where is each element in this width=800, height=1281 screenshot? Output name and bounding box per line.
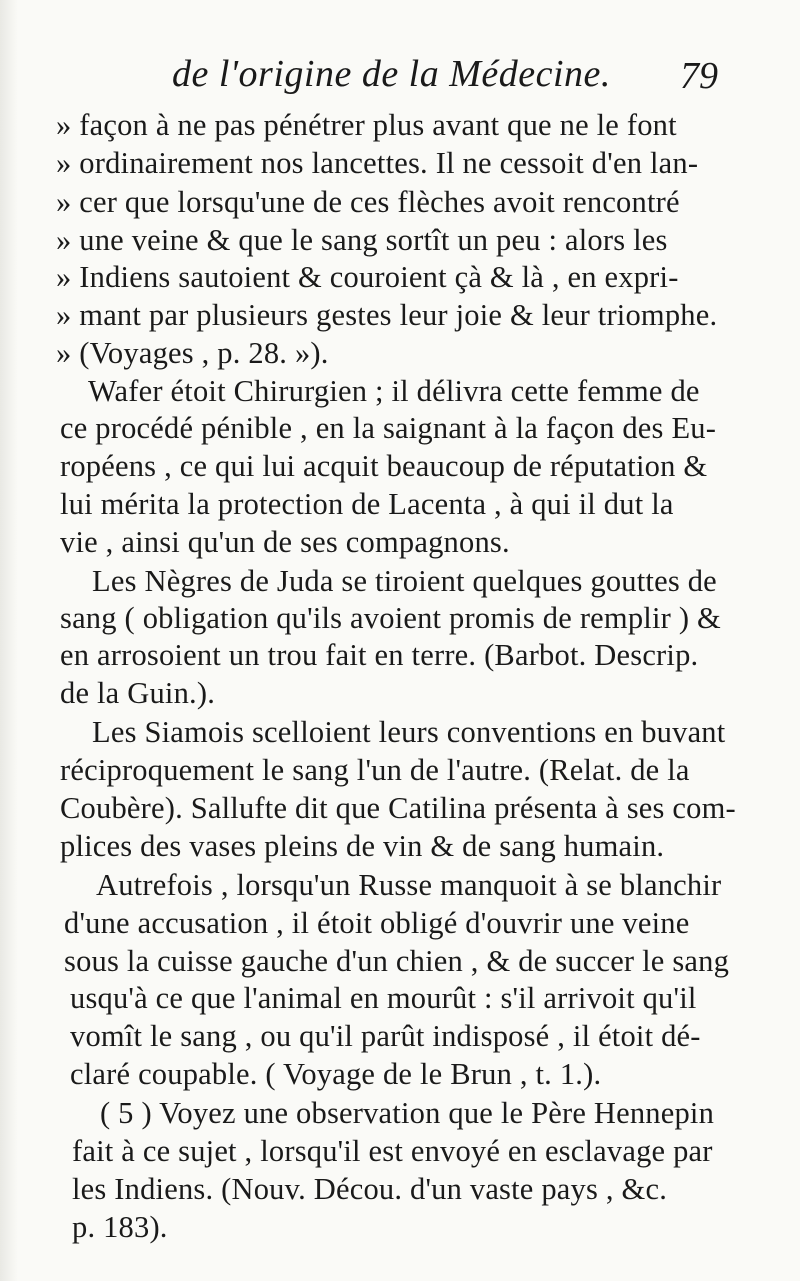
text-line: Les Siamois scelloient leurs conventions en buvant — [92, 715, 726, 749]
text-line: vomît le sang , ou qu'il parût indisposé , il étoit dé- — [70, 1019, 701, 1053]
text-line: vie , ainsi qu'un de ses compagnons. — [60, 525, 510, 559]
text-line: » une veine & que le sang sortît un peu : alors les — [56, 223, 668, 257]
text-line: » façon à ne pas pénétrer plus avant que ne le font — [56, 108, 677, 142]
text-line: plices des vases pleins de vin & de sang humain. — [60, 829, 665, 863]
text-line: réciproquement le sang l'un de l'autre. (Relat. de la — [60, 753, 690, 787]
text-line: » mant par plusieurs gestes leur joie & leur triomphe. — [56, 298, 718, 332]
text-line: » cer que lorsqu'une de ces flèches avoit rencontré — [56, 185, 680, 219]
text-line: ce procédé pénible , en la saignant à la façon des Eu- — [60, 411, 717, 445]
footnote-line: fait à ce sujet , lorsqu'il est envoyé en esclavage par — [72, 1134, 713, 1168]
running-title: de l'origine de la Médecine. — [172, 53, 611, 95]
text-line: usqu'à ce que l'animal en mourût : s'il arrivoit qu'il — [70, 981, 697, 1015]
page-gutter-shadow — [0, 0, 18, 1281]
text-line: ropéens , ce qui lui acquit beaucoup de réputation & — [60, 449, 708, 483]
text-line: Autrefois , lorsqu'un Russe manquoit à se blanchir — [96, 868, 722, 902]
text-line: lui mérita la protection de Lacenta , à qui il dut la — [60, 487, 674, 521]
text-line: sous la cuisse gauche d'un chien , & de succer le sang — [64, 944, 730, 978]
footnote-line: les Indiens. (Nouv. Décou. d'un vaste pays , &c. — [72, 1172, 668, 1206]
text-line: Les Nègres de Juda se tiroient quelques gouttes de — [92, 564, 717, 598]
text-line: en arrosoient un trou fait en terre. (Barbot. Descrip. — [60, 638, 699, 672]
text-line: » ordinairement nos lancettes. Il ne cessoit d'en lan- — [56, 146, 699, 180]
text-line: » (Voyages , p. 28. »). — [56, 336, 329, 370]
footnote-line: p. 183). — [72, 1210, 168, 1244]
text-line: Wafer étoit Chirurgien ; il délivra cette femme de — [88, 374, 700, 408]
text-line: » Indiens sautoient & couroient çà & là , en expri- — [56, 260, 679, 294]
page-header — [0, 52, 800, 104]
text-line: claré coupable. ( Voyage de le Brun , t. 1.). — [70, 1057, 602, 1091]
text-line: d'une accusation , il étoit obligé d'ouvrir une veine — [64, 906, 690, 940]
footnote-line: ( 5 ) Voyez une observation que le Père Hennepin — [100, 1096, 715, 1130]
text-line: sang ( obligation qu'ils avoient promis de remplir ) & — [60, 601, 721, 635]
text-line: de la Guin.). — [60, 676, 216, 710]
text-line: Coubère). Sallufte dit que Catilina présenta à ses com- — [60, 791, 736, 825]
page-number: 79 — [680, 55, 718, 97]
